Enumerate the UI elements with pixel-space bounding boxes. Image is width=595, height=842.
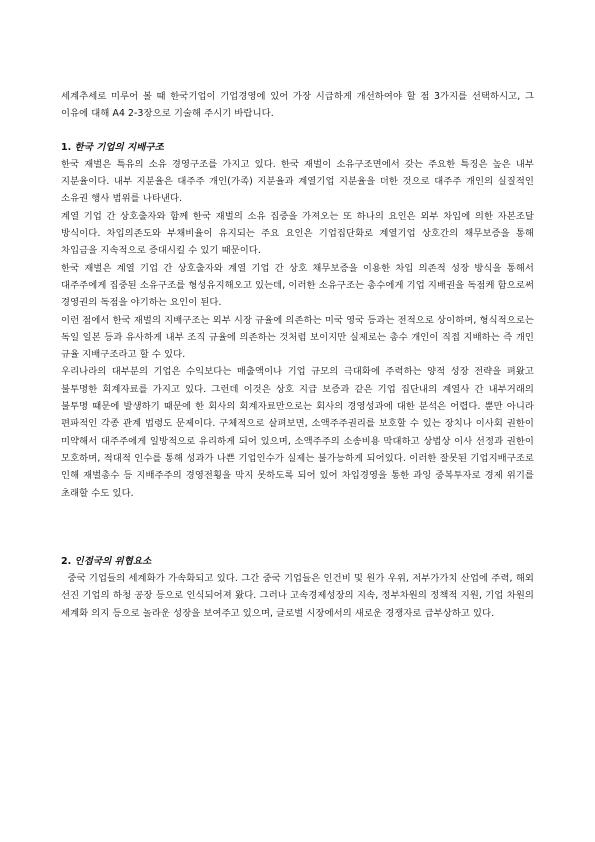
section-governance [61, 139, 534, 502]
section-heading [61, 139, 534, 156]
body-paragraph: 한국 재벌은 계열 기업 간 상호출자와 계열 기업 간 상호 채무보증을 이용한 차입 의존적 성장 방식을 통해서 대주주에게 집중된 소유구조를 형성유지해오고 있는데, 이러한 소유구조는 총수에게 기업 지배권을 독점케 함으로써 경영권의 독점을 야기하는 요인이 된다. [61, 262, 534, 309]
section-neighbor-threats [61, 553, 534, 622]
body-paragraph: 우리나라의 대부분의 기업은 수익보다는 매출액이나 기업 규모의 극대화에 주력하는 양적 성장 전략을 펴왔고 불투명한 회계자료를 가지고 있다. 그런데 이것은 상호 지급 보증과 같은 기업 집단내의 계열사 간 내부거래의 불투명 때문에 발생하기 때문에 한 회사의 회계자료만으로는 회사의 경영성과에 대한 분석은 어렵다. 뿐만 아니라 편파적인 각종 관계 법령도 문제이다. 구체적으로 살펴보면, 소액주주권리를 보호할 수 있는 장치나 이사회 권한이 미약해서 대주주에게 일방적으로 유리하게 되어 있으며, 소액주주의 소송비용 막대하고 상법상 이사 선정과 권한이 모호하며, 적대적 인수를 통해 성과가 나쁜 기업인수가 실제는 불가능하게 되어있다. 이러한 잘못된 기업지배구조로 인해 재벌총수 등 지배주주의 경영전횡을 막지 못하도록 되어 있어 차입경영을 통한 과잉 중복투자로 경제 위기를 초래할 수도 있다. [61, 366, 534, 499]
body-paragraph: 이런 점에서 한국 재벌의 지배구조는 외부 시장 규율에 의존하는 미국 영국 등과는 전적으로 상이하며, 형식적으로는 독일 일본 등과 유사하게 내부 조직 규율에 의존하는 것처럼 보이지만 실제로는 총수 개인이 직접 지배하는 즉 개인 규율 지배구조라고 할 수 있다. [61, 314, 534, 361]
body-paragraph [61, 570, 534, 622]
body-paragraph-text: 중국 기업들의 세계화가 가속화되고 있다. 그간 중국 기업들은 인건비 및 원가 우위, 저부가가치 산업에 주력, 해외 선진 기업의 하청 공장 등으로 인식되어져 왔다. 그러나 고속경제성장의 지속, 정부차원의 정책적 지원, 기업 차원의 세계화 의지 등으로 놀라운 성장을 보여주고 있으며, 글로벌 시장에서의 새로운 경쟁자로 급부상하고 있다. [61, 573, 534, 619]
body-paragraph: 계열 기업 간 상호출자와 함께 한국 재벌의 소유 집중을 가져오는 또 하나의 요인은 외부 차입에 의한 자본조달 방식이다. 차입의존도와 부채비율이 유지되는 주요 요인은 기업집단화로 계열기업 상호간의 채무보증을 통해 차입금을 지속적으로 증대시킬 수 있기 때문이다. [61, 210, 534, 257]
body-paragraph: 한국 재벌은 특유의 소유 경영구조를 가지고 있다. 한국 재벌이 소유구조면에서 갖는 주요한 특징은 높은 내부 지분율이다. 내부 지분율은 대주주 개인(가족) 지분율과 계열기업 지분율을 더한 것으로 대주주 개인의 실질적인 소유권 행사 범위를 나타낸다. [61, 158, 534, 205]
document-body [61, 88, 534, 622]
section-heading [61, 553, 534, 570]
intro-paragraph: 세계추세로 미루어 볼 때 한국기업이 기업경영에 있어 가장 시급하게 개선하여야 할 점 3가지를 선택하시고, 그 이유에 대해 A4 2-3장으로 기술해 주시기 바랍니다. [61, 91, 534, 120]
section-number: 1. [61, 141, 72, 153]
section-number: 2. [61, 555, 72, 567]
section-title: 인접국의 위협요소 [74, 555, 152, 567]
section-title: 한국 기업의 지배구조 [74, 141, 164, 153]
